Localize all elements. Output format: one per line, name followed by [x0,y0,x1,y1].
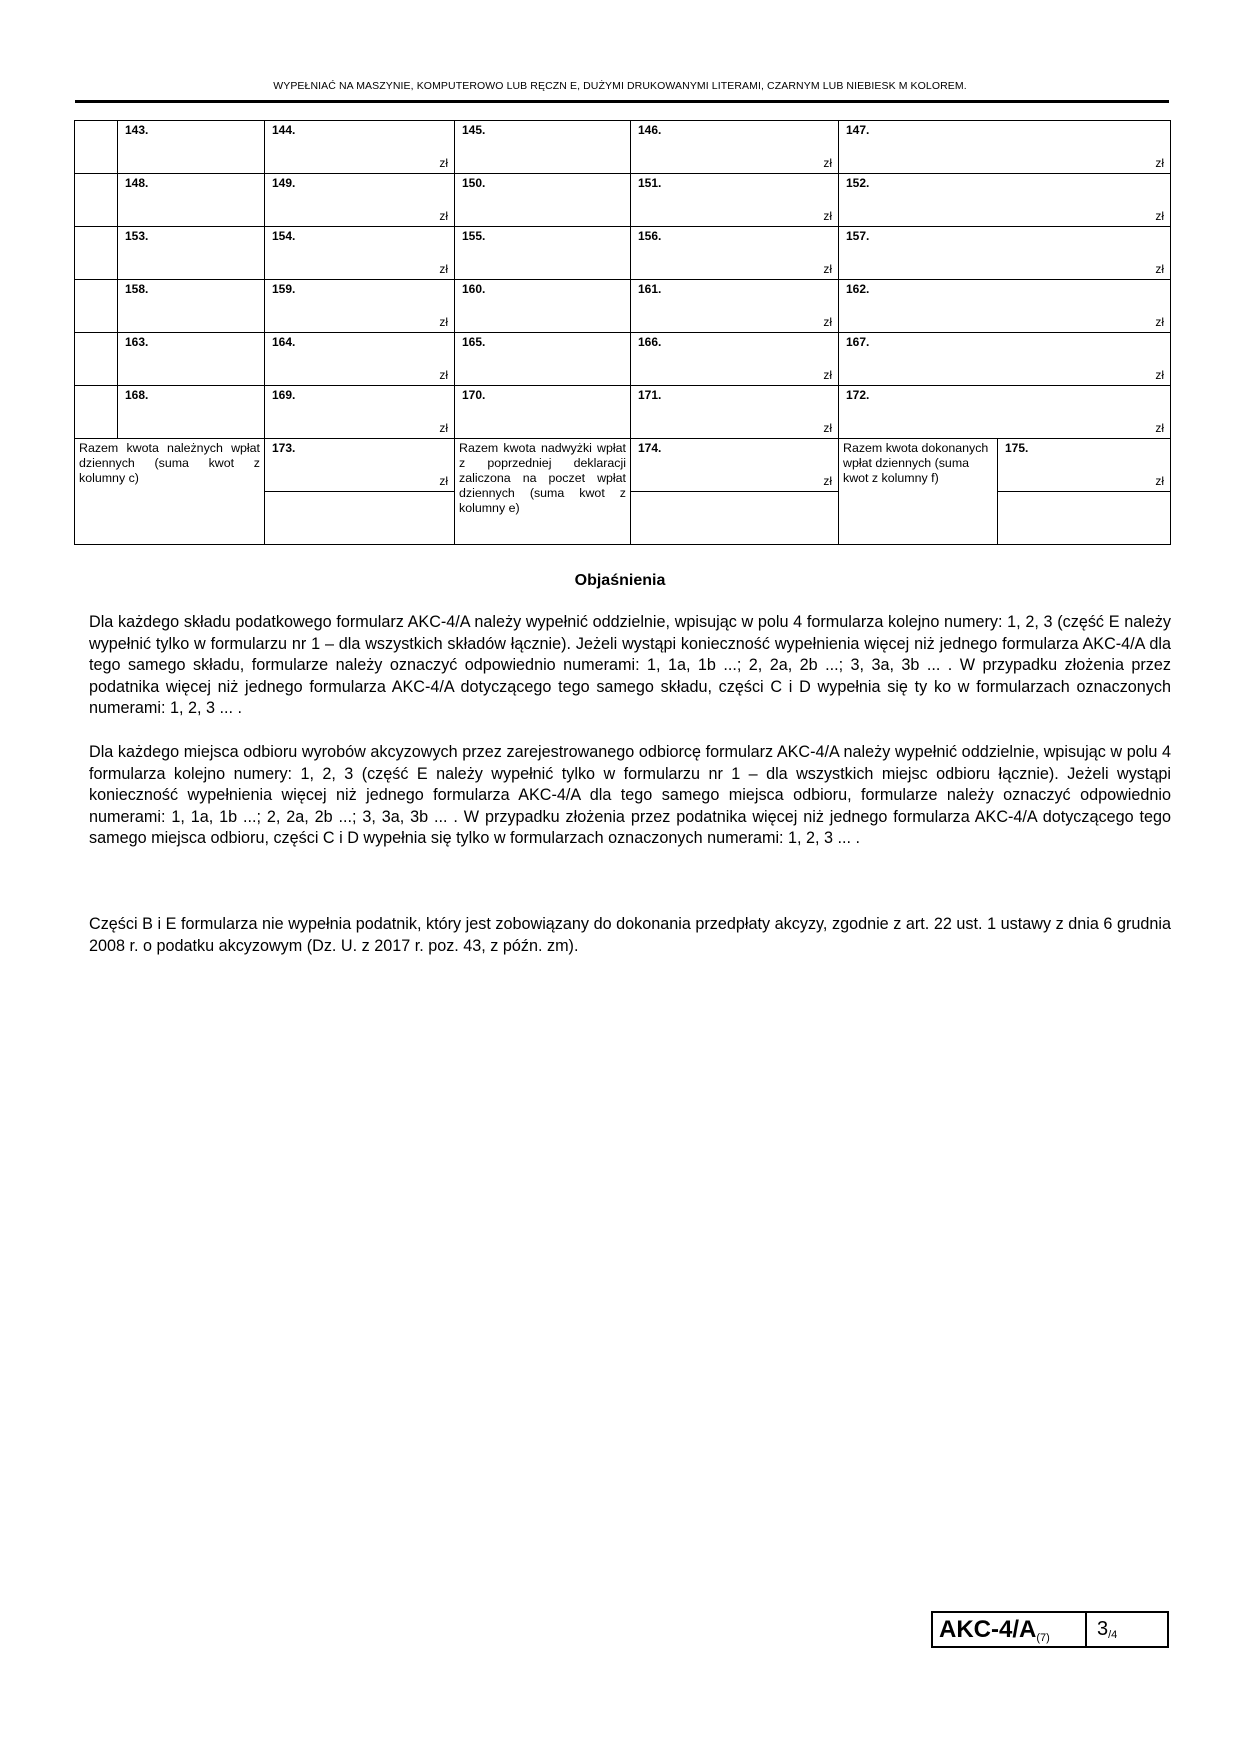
currency-label: zł [439,262,448,276]
currency-label: zł [1155,474,1164,488]
field-cell[interactable] [118,333,265,386]
field-number: 161. [638,282,662,296]
row-margin-cell [75,121,118,174]
field-number: 162. [846,282,870,296]
page-number: 3/4 [1097,1618,1118,1641]
amount-field[interactable] [631,227,839,280]
table-row [75,174,1171,227]
currency-label: zł [1155,209,1164,223]
field-number: 172. [846,388,870,402]
total-spacer-e [631,492,839,545]
field-number: 170. [462,388,486,402]
field-number: 166. [638,335,662,349]
field-number: 149. [272,176,296,190]
field-number: 171. [638,388,662,402]
currency-label: zł [1155,156,1164,170]
total-label-c-text: Razem kwota należnych wpłat dziennych (suma kwot z kolumny c) [79,441,260,485]
totals-row [75,439,1171,492]
field-number: 148. [125,176,149,190]
total-label-c [75,439,265,545]
amount-field[interactable] [839,386,1171,439]
row-margin-cell [75,333,118,386]
form-code-badge [931,1611,1169,1648]
currency-label: zł [439,474,448,488]
total-spacer-c [265,492,455,545]
row-margin-cell [75,280,118,333]
row-margin-cell [75,386,118,439]
field-number: 157. [846,229,870,243]
currency-label: zł [439,315,448,329]
total-amount-f[interactable] [998,439,1171,492]
field-number: 154. [272,229,296,243]
fill-instruction: WYPEŁNIAĆ NA MASZYNIE, KOMPUTEROWO LUB RĘCZN E, DUŻYMI DRUKOWANYMI LITERAMI, CZARNYM LUB NIEBIESK M KOLOREM. [273,80,967,92]
header-rule [75,100,1169,103]
field-number: 151. [638,176,662,190]
total-label-e-text: Razem kwota nadwyżki wpłat z poprzedniej deklaracji zaliczona na poczet wpłat dziennych (suma kwot z kolumny e) [459,441,626,515]
amount-field[interactable] [265,227,455,280]
amount-field[interactable] [265,121,455,174]
currency-label: zł [823,368,832,382]
field-cell[interactable] [118,174,265,227]
field-cell[interactable] [118,227,265,280]
currency-label: zł [823,421,832,435]
table-row [75,280,1171,333]
amount-field[interactable] [631,174,839,227]
amount-field[interactable] [265,333,455,386]
currency-label: zł [823,156,832,170]
field-number: 168. [125,388,149,402]
field-number: 164. [272,335,296,349]
field-number: 169. [272,388,296,402]
field-number: 150. [462,176,486,190]
payments-table [74,120,1171,545]
explanations-title: Objaśnienia [574,572,666,589]
amount-field[interactable] [839,174,1171,227]
total-label-f-text: Razem kwota dokonanych wpłat dziennych (suma kwot z kolumny f) [843,441,989,485]
table-row [75,121,1171,174]
field-number: 153. [125,229,149,243]
field-number: 156. [638,229,662,243]
page-total: /4 [1108,1629,1118,1641]
currency-label: zł [823,474,832,488]
field-number: 145. [462,123,486,137]
amount-field[interactable] [839,280,1171,333]
field-cell[interactable] [455,280,631,333]
total-amount-c[interactable] [265,439,455,492]
currency-label: zł [823,315,832,329]
table-row [75,333,1171,386]
table-row [75,227,1171,280]
total-amount-e[interactable] [631,439,839,492]
currency-label: zł [439,368,448,382]
field-number: 143. [125,123,149,137]
field-number: 175. [1005,441,1029,455]
explanation-paragraph-2: Dla każdego miejsca odbioru wyrobów akcyzowych przez zarejestrowanego odbiorcę formularz AKC-4/A należy wypełnić oddzielnie, wpisując w polu 4 formularza kolejno numery: 1, 2, 3 (część E należy wypełnić tylko w formularzu nr 1 – dla wszystkich miejsc odbioru łącznie). Jeżeli wystąpi konieczność wypełnienia więcej niż jednego formularza AKC-4/A dla tego samego miejsca odbioru, formularze należy oznaczyć odpowiednio numerami: 1, 1a, 1b ...; 2, 2a, 2b ...; 3, 3a, 3b ... . W przypadku złożenia przez podatnika więcej niż jednego formularza AKC-4/A dotyczącego tego samego miejsca odbioru, części C i D wypełnia się tylko w formularzach oznaczonych numerami: 1, 2, 3 ... . [89,743,1171,847]
form-version: (7) [1036,1632,1050,1644]
field-cell[interactable] [455,174,631,227]
currency-label: zł [1155,368,1164,382]
explanation-paragraph-3: Części B i E formularza nie wypełnia podatnik, który jest zobowiązany do dokonania przedpłaty akcyzy, zgodnie z art. 22 ust. 1 ustawy z dnia 6 grudnia 2008 r. o podatku akcyzowym (Dz. U. z 2017 r. poz. 43, z późn. zm). [89,915,1171,955]
field-cell[interactable] [455,333,631,386]
amount-field[interactable] [265,174,455,227]
amount-field[interactable] [265,280,455,333]
currency-label: zł [1155,262,1164,276]
currency-label: zł [823,209,832,223]
form-code: AKC-$4/A_{(7)}$ [933,1613,1087,1646]
field-number: 152. [846,176,870,190]
field-number: 147. [846,123,870,137]
field-cell[interactable] [118,121,265,174]
row-margin-cell [75,174,118,227]
field-number: 174. [638,441,662,455]
total-label-f [839,439,998,545]
currency-label: zł [439,421,448,435]
currency-label: zł [1155,421,1164,435]
amount-field[interactable] [265,386,455,439]
amount-field[interactable] [631,386,839,439]
explanation-paragraph-1: Dla każdego składu podatkowego formularz AKC-4/A należy wypełnić oddzielnie, wpisując w polu 4 formularza kolejno numery: 1, 2, 3 (część E należy wypełnić tylko w formularzu nr 1 – dla wszystkich składów łącznie). Jeżeli wystąpi konieczność wypełnienia więcej niż jednego formularza AKC-4/A dla tego samego składu, formularze należy oznaczyć odpowiednio numerami: 1, 1a, 1b ...; 2, 2a, 2b ...; 3, 3a, 3b ... . W przypadku złożenia przez podatnika więcej niż jednego formularza AKC-4/A dotyczącego tego samego składu, części C i D wypełnia się ty ko w formularzach oznaczonych numerami: 1, 2, 3 ... . [89,613,1171,717]
amount-field[interactable] [631,121,839,174]
amount-field[interactable] [839,121,1171,174]
field-number: 160. [462,282,486,296]
amount-field[interactable] [631,333,839,386]
total-label-e [455,439,631,545]
field-cell[interactable] [455,386,631,439]
table-row [75,386,1171,439]
currency-label: zł [823,262,832,276]
field-number: 146. [638,123,662,137]
currency-label: zł [439,156,448,170]
currency-label: zł [1155,315,1164,329]
amount-field[interactable] [839,333,1171,386]
field-number: 173. [272,441,296,455]
field-number: 167. [846,335,870,349]
field-number: 158. [125,282,149,296]
field-number: 163. [125,335,149,349]
amount-field[interactable] [631,280,839,333]
field-number: 159. [272,282,296,296]
field-number: 144. [272,123,296,137]
amount-field[interactable] [839,227,1171,280]
field-cell[interactable] [455,227,631,280]
field-number: 165. [462,335,486,349]
field-cell[interactable] [455,121,631,174]
field-cell[interactable] [118,280,265,333]
row-margin-cell [75,227,118,280]
field-number: 155. [462,229,486,243]
field-cell[interactable] [118,386,265,439]
total-spacer-f [998,492,1171,545]
currency-label: zł [439,209,448,223]
